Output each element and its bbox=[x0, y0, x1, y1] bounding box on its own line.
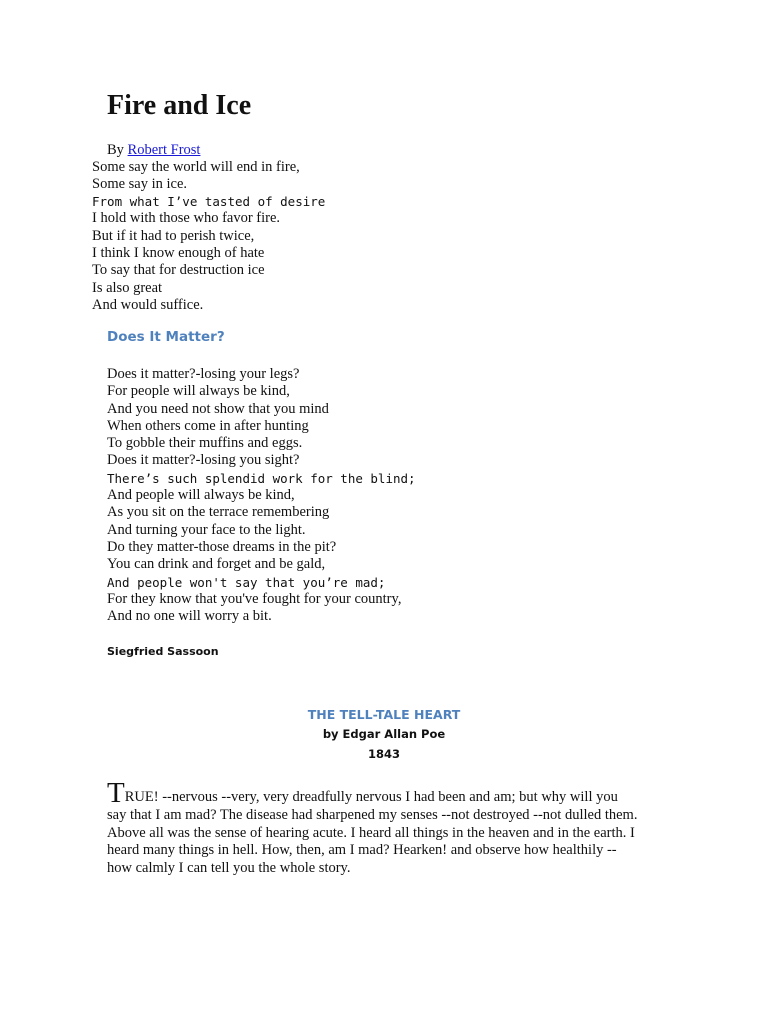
poem-title-does-it-matter: Does It Matter? bbox=[107, 329, 225, 345]
poem-fire-and-ice-body bbox=[92, 159, 325, 315]
poem-title-fire-and-ice: Fire and Ice bbox=[107, 90, 252, 121]
poem-line: And people will always be kind, bbox=[107, 487, 295, 504]
poem-line: To say that for destruction ice bbox=[92, 262, 265, 279]
story-body bbox=[107, 777, 667, 878]
poem-line: Some say in ice. bbox=[92, 175, 188, 192]
poem-line: From what I’ve tasted of desire bbox=[92, 194, 326, 210]
story-author: by Edgar Allan Poe bbox=[322, 727, 446, 741]
poem-does-it-matter-body bbox=[107, 366, 416, 625]
author-link-robert-frost[interactable]: Robert Frost bbox=[127, 142, 201, 158]
poem-line: Is also great bbox=[92, 279, 163, 296]
poem-line: But if it had to perish twice, bbox=[92, 227, 255, 244]
poem-author-siegfried-sassoon: Siegfried Sassoon bbox=[107, 645, 219, 658]
story-line: say that I am mad? The disease had sharpened my senses --not destroyed --not dulled them. bbox=[107, 806, 638, 823]
story-line: heard many things in hell. How, then, am I mad? Hearken! and observe how healthily -- bbox=[107, 842, 617, 859]
story-year: 1843 bbox=[367, 747, 400, 761]
story-header bbox=[0, 706, 768, 764]
by-prefix: By bbox=[107, 142, 124, 158]
poem-line: Do they matter-those dreams in the pit? bbox=[107, 538, 337, 555]
poem-line: Some say the world will end in fire, bbox=[92, 158, 300, 175]
story-line: how calmly I can tell you the whole story. bbox=[107, 860, 351, 877]
poem-line: I hold with those who favor fire. bbox=[92, 210, 281, 227]
poem-line: For people will always be kind, bbox=[107, 383, 290, 400]
poem-line: And people won't say that you’re mad; bbox=[107, 574, 386, 590]
story-line: Above all was the sense of hearing acute. I heard all things in the heaven and in the earth. I bbox=[107, 824, 635, 841]
story-paragraph bbox=[107, 777, 667, 878]
story-title: THE TELL-TALE HEART bbox=[307, 707, 461, 722]
poem-line: As you sit on the terrace remembering bbox=[107, 504, 330, 521]
poem-line: There’s such splendid work for the blind; bbox=[107, 470, 416, 486]
poem-line: For they know that you've fought for your country, bbox=[107, 590, 402, 607]
poem-line: When others come in after hunting bbox=[107, 417, 309, 434]
story-line: --nervous --very, very dreadfully nervous I had been and am; but why will you bbox=[158, 789, 618, 805]
poem-line: And turning your face to the light. bbox=[107, 521, 306, 538]
poem-line: Does it matter?-losing you sight? bbox=[107, 452, 300, 469]
poem-line: And no one will worry a bit. bbox=[107, 608, 272, 625]
poem-line: And would suffice. bbox=[92, 296, 204, 313]
poem-line: You can drink and forget and be gald, bbox=[107, 556, 326, 573]
drop-cap: T bbox=[107, 777, 125, 809]
poem-line: Does it matter?-losing your legs? bbox=[107, 366, 300, 382]
first-word-rest: RUE! bbox=[124, 789, 159, 805]
poem-line: To gobble their muffins and eggs. bbox=[107, 435, 303, 452]
poem-line: And you need not show that you mind bbox=[107, 400, 329, 417]
poem-line: I think I know enough of hate bbox=[92, 244, 265, 261]
poem-byline bbox=[107, 141, 200, 159]
